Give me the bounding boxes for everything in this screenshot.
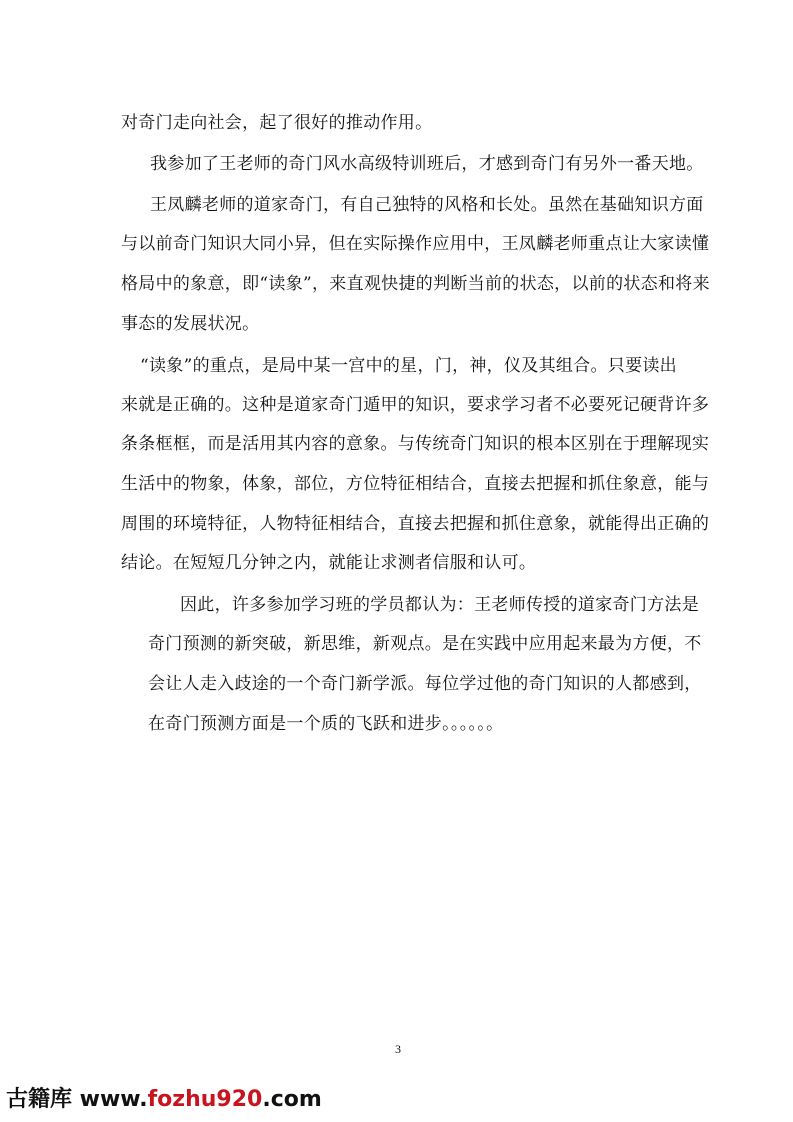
watermark-prefix: 古籍库 www. [6,1087,148,1112]
paragraph-4-line-6: 结论。在短短几分钟之内，就能让求测者信服和认可。 [121,553,537,573]
site-watermark [6,1086,322,1114]
paragraph-3-line-4: 事态的发展状况。 [121,314,260,334]
page-number: 3 [395,1042,401,1056]
paragraph-5-line-2: 奇门预测的新突破，新思维，新观点。是在实践中应用起来最为方便，不 [148,634,702,654]
paragraph-3-line-1: 王凤麟老师的道家奇门，有自己独特的风格和长处。虽然在基础知识方面 [150,195,704,215]
paragraph-4-line-5: 周围的环境特征，人物特征相结合，直接去把握和抓住意象，就能得出正确的 [121,514,710,534]
paragraph-5-line-3: 会让人走入歧途的一个奇门新学派。每位学过他的奇门知识的人都感到， [148,674,702,694]
paragraph-2-line-1: 我参加了王老师的奇门风水高级特训班后，才感到奇门有另外一番天地。 [150,154,704,174]
paragraph-4-line-2: 来就是正确的。这种是道家奇门遁甲的知识，要求学习者不必要死记硬背许多 [121,395,710,415]
watermark-accent: fozhu920 [147,1087,263,1112]
paragraph-5-line-4: 在奇门预测方面是一个质的飞跃和进步。。。。。。 [148,714,504,734]
paragraph-3-line-2: 与以前奇门知识大同小异，但在实际操作应用中，王凤麟老师重点让大家读懂 [121,234,710,254]
paragraph-4-line-3: 条条框框，而是活用其内容的意象。与传统奇门知识的根本区别在于理解现实 [121,434,710,454]
paragraph-1-line-1: 对奇门走向社会，起了很好的推动作用。 [121,113,433,133]
paragraph-5-line-1: 因此，许多参加学习班的学员都认为：王老师传授的道家奇门方法是 [180,595,699,615]
paragraph-3-line-3: 格局中的象意，即“读象”，来直观快捷的判断当前的状态，以前的状态和将来 [121,274,710,294]
paragraph-4-line-1: “读象”的重点，是局中某一宫中的星，门，神，仪及其组合。只要读出 [140,356,677,376]
paragraph-4-line-4: 生活中的物象，体象，部位，方位特征相结合，直接去把握和抓住象意，能与 [121,474,710,494]
watermark-suffix: .com [262,1087,322,1112]
